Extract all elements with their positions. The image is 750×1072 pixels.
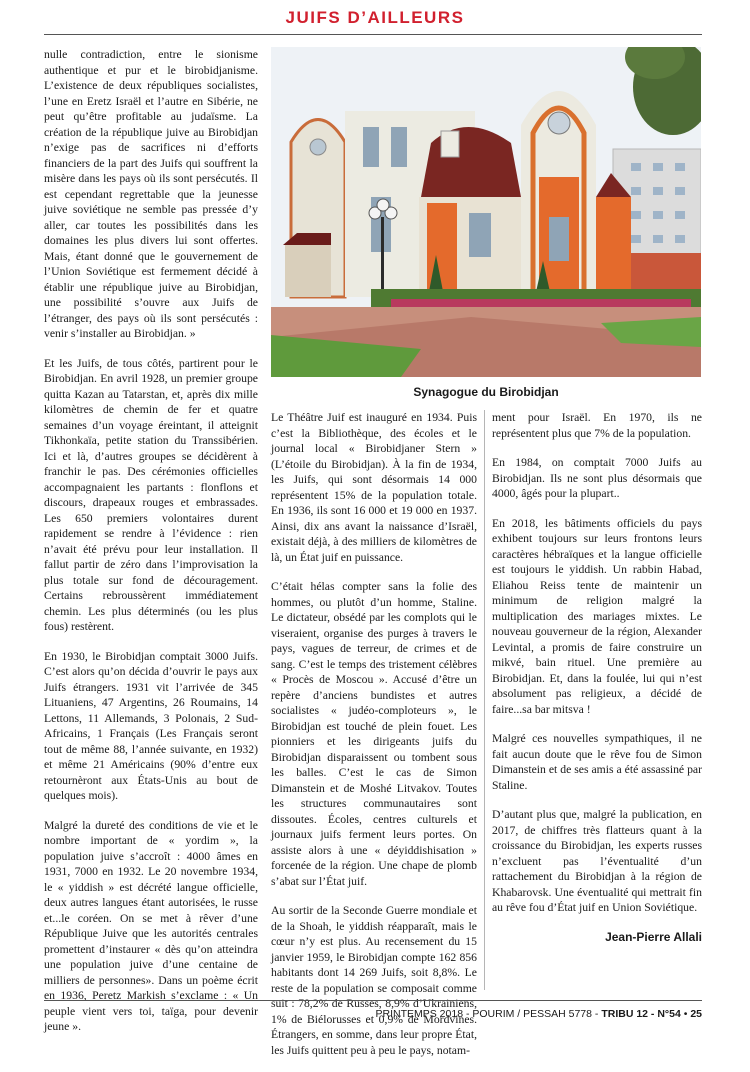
paragraph: En 1930, le Birobidjan comptait 3000 Juifs. C’est alors qu’on décida d’ouvrir le pays aux Juifs étrangers. 1931 vit l’arrivée de 345 Lituaniens, 47 Argentins, 26 Roumains, 14 Lettons, 11 Allemands, 3 Polonais, 2 Sud-Africains, 1 Français (Les Français seront tout de même 88, l’année suivante, en 1932) et même 21 Américains (90% d’entre eux retournèront aux États-Unis au bout de quelques mois).	[44, 649, 258, 802]
paragraph: nulle contradiction, entre le sionisme authentique et pur et le birobidjanisme. L’existence de deux républiques socialistes, l’une en Eretz Israël et l’autre en Sibérie, ne peut qu’être profitable au judaïsme. La création de la république juive au Birobidjan n’exige pas de sacrifices ni d’efforts financiers de la part des Juifs qui souffrent la misère dans les pays où ils sont persécutés. Il est cependant regrettable que la jeunesse juive soviétique ne semble pas pressée d’y aller, car toutes les possibilités dans les domaines les plus divers lui sont offertes. Mais, étant donné que le gouvernement de l’Union Soviétique est fermement décidé à établir une république juive au Birobidjan, une possibilité s’ouvre aux Juifs de l’étranger, des pays où ils sont persécutés : venir s’installer au Birobidjan. »	[44, 48, 258, 340]
photo-caption: Synagogue du Birobidjan	[413, 385, 559, 399]
author-signature: Jean-Pierre Allali	[605, 929, 702, 944]
article-column-2	[271, 410, 477, 1072]
page-footer	[376, 1008, 703, 1020]
synagogue-photo	[271, 47, 701, 377]
paragraph: En 1984, on comptait 7000 Juifs au Birobidjan. Ils ne sont plus désormais que 4000, âgés pour la plupart..	[492, 456, 702, 500]
paragraph: Au sortir de la Seconde Guerre mondiale et de la Shoah, le yiddish réapparaît, mais le cœur n’y est plus. Au recensement du 15 janvier 1959, le Birobidjan compte 162 856 habitants dont 14 269 Juifs, soit 8,8%. Le reste de la population se composait comme suit : 78,2% de Russes, 8,9% d’Ukrainiens, 1% de Biélorusses et 0,9% de Mordvines. Étrangers, en somme, dans leur propre État, les Juifs quittent peu à peu le pays, notam-	[271, 904, 477, 1057]
article-column-1	[44, 47, 258, 1049]
paragraph: Le Théâtre Juif est inauguré en 1934. Puis c’est la Bibliothèque, des écoles et le journal local « Birobidjaner Stern » (L’étoile du Birobidjan). À la fin de 1934, les Juifs, qui sont désormais 14 000 représentent 15% de la population totale. En 1936, ils sont 16 000 et 19 000 en 1937. Ainsi, dix ans avant la naissance d’Israël, existait déjà, à des milliers de kilomètres de là, un État juif en puissance.	[271, 411, 477, 564]
paragraph: C’était hélas compter sans la folie des hommes, ou plutôt d’un homme, Staline. Le dictateur, obsédé par les complots qui le viseraient, organise des purges à travers le pays, vagues de terreur, de crimes et de sang. C’est le temps des tristement célèbres « Procès de Moscou ». Accusé d’être un repère d’anciens bundistes et autres socialistes « judéo-comploteurs », le Birobidjan est touché de plein fouet. Les pionniers et les dirigeants juifs du Birobidjan disparaissent ou tombent sous les balles. C’est le cas de Simon Dimanstein et de Moshé Litvakov. Toutes les structures communautaires sont dissoutes. Écoles, centres culturels et journaux juifs ferment leurs portes. On assiste alors à une « déyiddishisation » forcenée de la région. Une chape de plomb s’abat sur l’État juif.	[271, 580, 477, 888]
paragraph: D’autant plus que, malgré la publication, en 2017, de chiffres très flatteurs quant à la croissance du Birobidjan, les experts russes n’excluent pas l’éventualité d’un rattachement du Birobidjan à la région de Khabarovsk. Une éventualité qui mettrait fin au rêve fou d’État juif en Union Soviétique.	[492, 808, 702, 914]
footer-rule	[44, 1000, 702, 1001]
paragraph: ment pour Israël. En 1970, ils ne représentent plus que 7% de la population.	[492, 411, 702, 440]
paragraph: Malgré la dureté des conditions de vie et le nombre important de « yordim », la population juive s’accroît : 4000 âmes en 1931, 7000 en 1932. Le 20 novembre 1934, le « yiddish » est décrété langue officielle, deux autres langues étant autorisées, le russe et...le coréen. On se met à rêver d’une République Juive que les autorités centrales promettent d’instaurer « dès qu’on atteindra une population juive d’une centaine de milliers de personnes». Dans un poème écrit en 1936, Peretz Markish s’exclame : « Un peuple vient vers toi, taïga, pour devenir jeune ».	[44, 818, 258, 1033]
article-column-3	[492, 410, 702, 945]
page-number: 25	[690, 1008, 702, 1020]
section-title: JUIFS D’AILLEURS	[285, 8, 465, 27]
footer-issue: PRINTEMPS 2018 - POURIM / PESSAH 5778 -	[375, 1008, 602, 1020]
footer-separator: •	[680, 1008, 691, 1020]
header-rule	[44, 34, 702, 35]
paragraph: Et les Juifs, de tous côtés, partirent pour le Birobidjan. En avril 1928, un premier groupe quitta Kazan au Tatarstan, et, après dix mille kilomètres de chemin de fer et quatre semaines d’un voyage éreintant, il atteignit Tikhonkaïa, petite station du Transsibérien. Ici et là, d’autres groupes se décidèrent à franchir le pas. Des cérémonies officielles accompagnaient les partants : flonflons et discours, drapeaux rouges et embrassades. Les 650 premiers volontaires durent rapidement se rendre à l’évidence : rien n’avait été prévu pour leur installation. Il fallut partir de zéro dans l’improvisation la plus totale sur fond de découragement. Certains rebroussèrent immédiatement chemin. Les plus déterminés (ou les plus fous) restèrent.	[44, 356, 258, 633]
footer-magazine: TRIBU 12 - N°54	[601, 1008, 681, 1020]
column-divider	[484, 410, 485, 990]
paragraph: Malgré ces nouvelles sympathiques, il ne fait aucun doute que le rêve fou de Simon Dimanstein et de ses amis a été assassiné par Staline.	[492, 732, 702, 792]
paragraph: En 2018, les bâtiments officiels du pays exhibent toujours sur leurs frontons leurs caractères hébraïques et la langue officielle est toujours le yiddish. Un rabbin Habad, Eliahou Reiss tente de maintenir un minimum de religion malgré la multiplication des mariages mixtes. Le nouveau gouverneur de la région, Alexander Levintal, a promis de faire construire un mikvé, bain rituel. Une première au Birobidjan. Et, dans la foulée, lui qui n’est absolument pas religieux, a décidé de faire...sa bar mitsva !	[492, 516, 702, 716]
